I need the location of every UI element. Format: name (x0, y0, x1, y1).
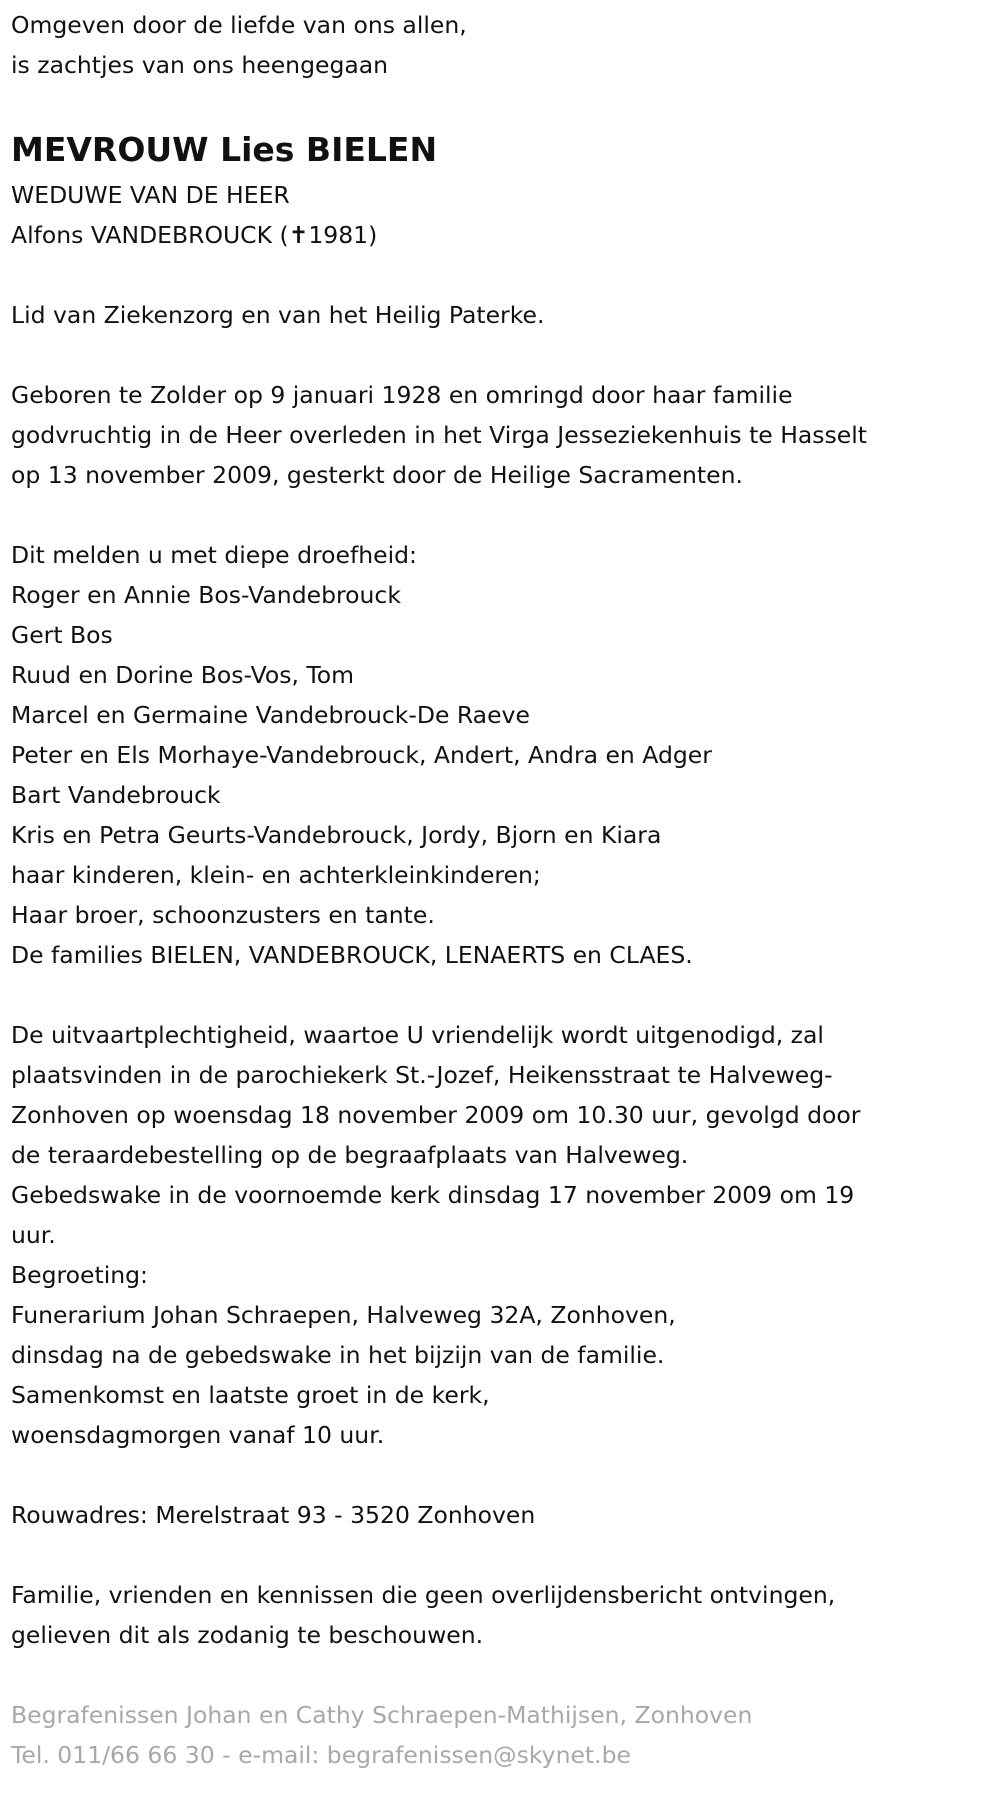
text-line: Ruud en Dorine Bos-Vos, Tom (11, 661, 355, 689)
text-line: Dit melden u met diepe droefheid: (11, 541, 417, 569)
text-line: woensdagmorgen vanaf 10 uur. (11, 1421, 385, 1449)
text-line: Lid van Ziekenzorg en van het Heilig Paterke. (11, 301, 545, 329)
text-line: Samenkomst en laatste groet in de kerk, (11, 1381, 490, 1409)
text-line: Gebedswake in de voornoemde kerk dinsdag 17 november 2009 om 19 (11, 1181, 855, 1209)
text-line: op 13 november 2009, gesterkt door de Heilige Sacramenten. (11, 461, 743, 489)
text-line: Omgeven door de liefde van ons allen, (11, 11, 467, 39)
text-line: is zachtjes van ons heengegaan (11, 51, 389, 79)
funeral-home-footer (11, 1695, 1000, 1775)
ceremony-details (11, 1015, 1000, 1455)
birth-death-details (11, 375, 1000, 495)
mourning-address (11, 1495, 1000, 1535)
text-line: Geboren te Zolder op 9 januari 1928 en omringd door haar familie (11, 381, 793, 409)
text-line: Bart Vandebrouck (11, 781, 221, 809)
text-line: plaatsvinden in de parochiekerk St.-Jozef, Heikensstraat te Halveweg- (11, 1061, 833, 1089)
text-line: Gert Bos (11, 621, 113, 649)
membership (11, 295, 1000, 335)
text-line: De uitvaartplechtigheid, waartoe U vriendelijk wordt uitgenodigd, zal (11, 1021, 824, 1049)
family-list (11, 535, 1000, 975)
text-line: haar kinderen, klein- en achterkleinkinderen; (11, 861, 541, 889)
text-line: Rouwadres: Merelstraat 93 - 3520 Zonhoven (11, 1501, 536, 1529)
deceased-name: MEVROUW Lies BIELEN (11, 130, 438, 169)
notice (11, 1575, 1000, 1655)
text-line: uur. (11, 1221, 56, 1249)
text-line: godvruchtig in de Heer overleden in het Virga Jesseziekenhuis te Hasselt (11, 421, 867, 449)
text-line: De families BIELEN, VANDEBROUCK, LENAERTS en CLAES. (11, 941, 693, 969)
text-line: Haar broer, schoonzusters en tante. (11, 901, 435, 929)
text-line: Kris en Petra Geurts-Vandebrouck, Jordy, Bjorn en Kiara (11, 821, 662, 849)
text-line: Tel. 011/66 66 30 - e-mail: begrafenissen@skynet.be (11, 1741, 631, 1769)
text-line: Familie, vrienden en kennissen die geen overlijdensbericht ontvingen, (11, 1581, 836, 1609)
intro (11, 5, 1000, 85)
obituary-notice (11, 5, 1000, 1815)
text-line: Zonhoven op woensdag 18 november 2009 om 10.30 uur, gevolgd door (11, 1101, 861, 1129)
text-line: de teraardebestelling op de begraafplaats van Halveweg. (11, 1141, 689, 1169)
text-line: WEDUWE VAN DE HEER (11, 181, 290, 209)
text-line: Peter en Els Morhaye-Vandebrouck, Andert, Andra en Adger (11, 741, 712, 769)
text-line: Roger en Annie Bos-Vandebrouck (11, 581, 401, 609)
text-line: Begrafenissen Johan en Cathy Schraepen-Mathijsen, Zonhoven (11, 1701, 753, 1729)
text-line: gelieven dit als zodanig te beschouwen. (11, 1621, 484, 1649)
text-line: Alfons VANDEBROUCK (✝1981) (11, 221, 378, 249)
text-line: Marcel en Germaine Vandebrouck-De Raeve (11, 701, 530, 729)
text-line: Begroeting: (11, 1261, 148, 1289)
widow-of (11, 175, 1000, 255)
text-line: Funerarium Johan Schraepen, Halveweg 32A, Zonhoven, (11, 1301, 676, 1329)
text-line: dinsdag na de gebedswake in het bijzijn van de familie. (11, 1341, 665, 1369)
